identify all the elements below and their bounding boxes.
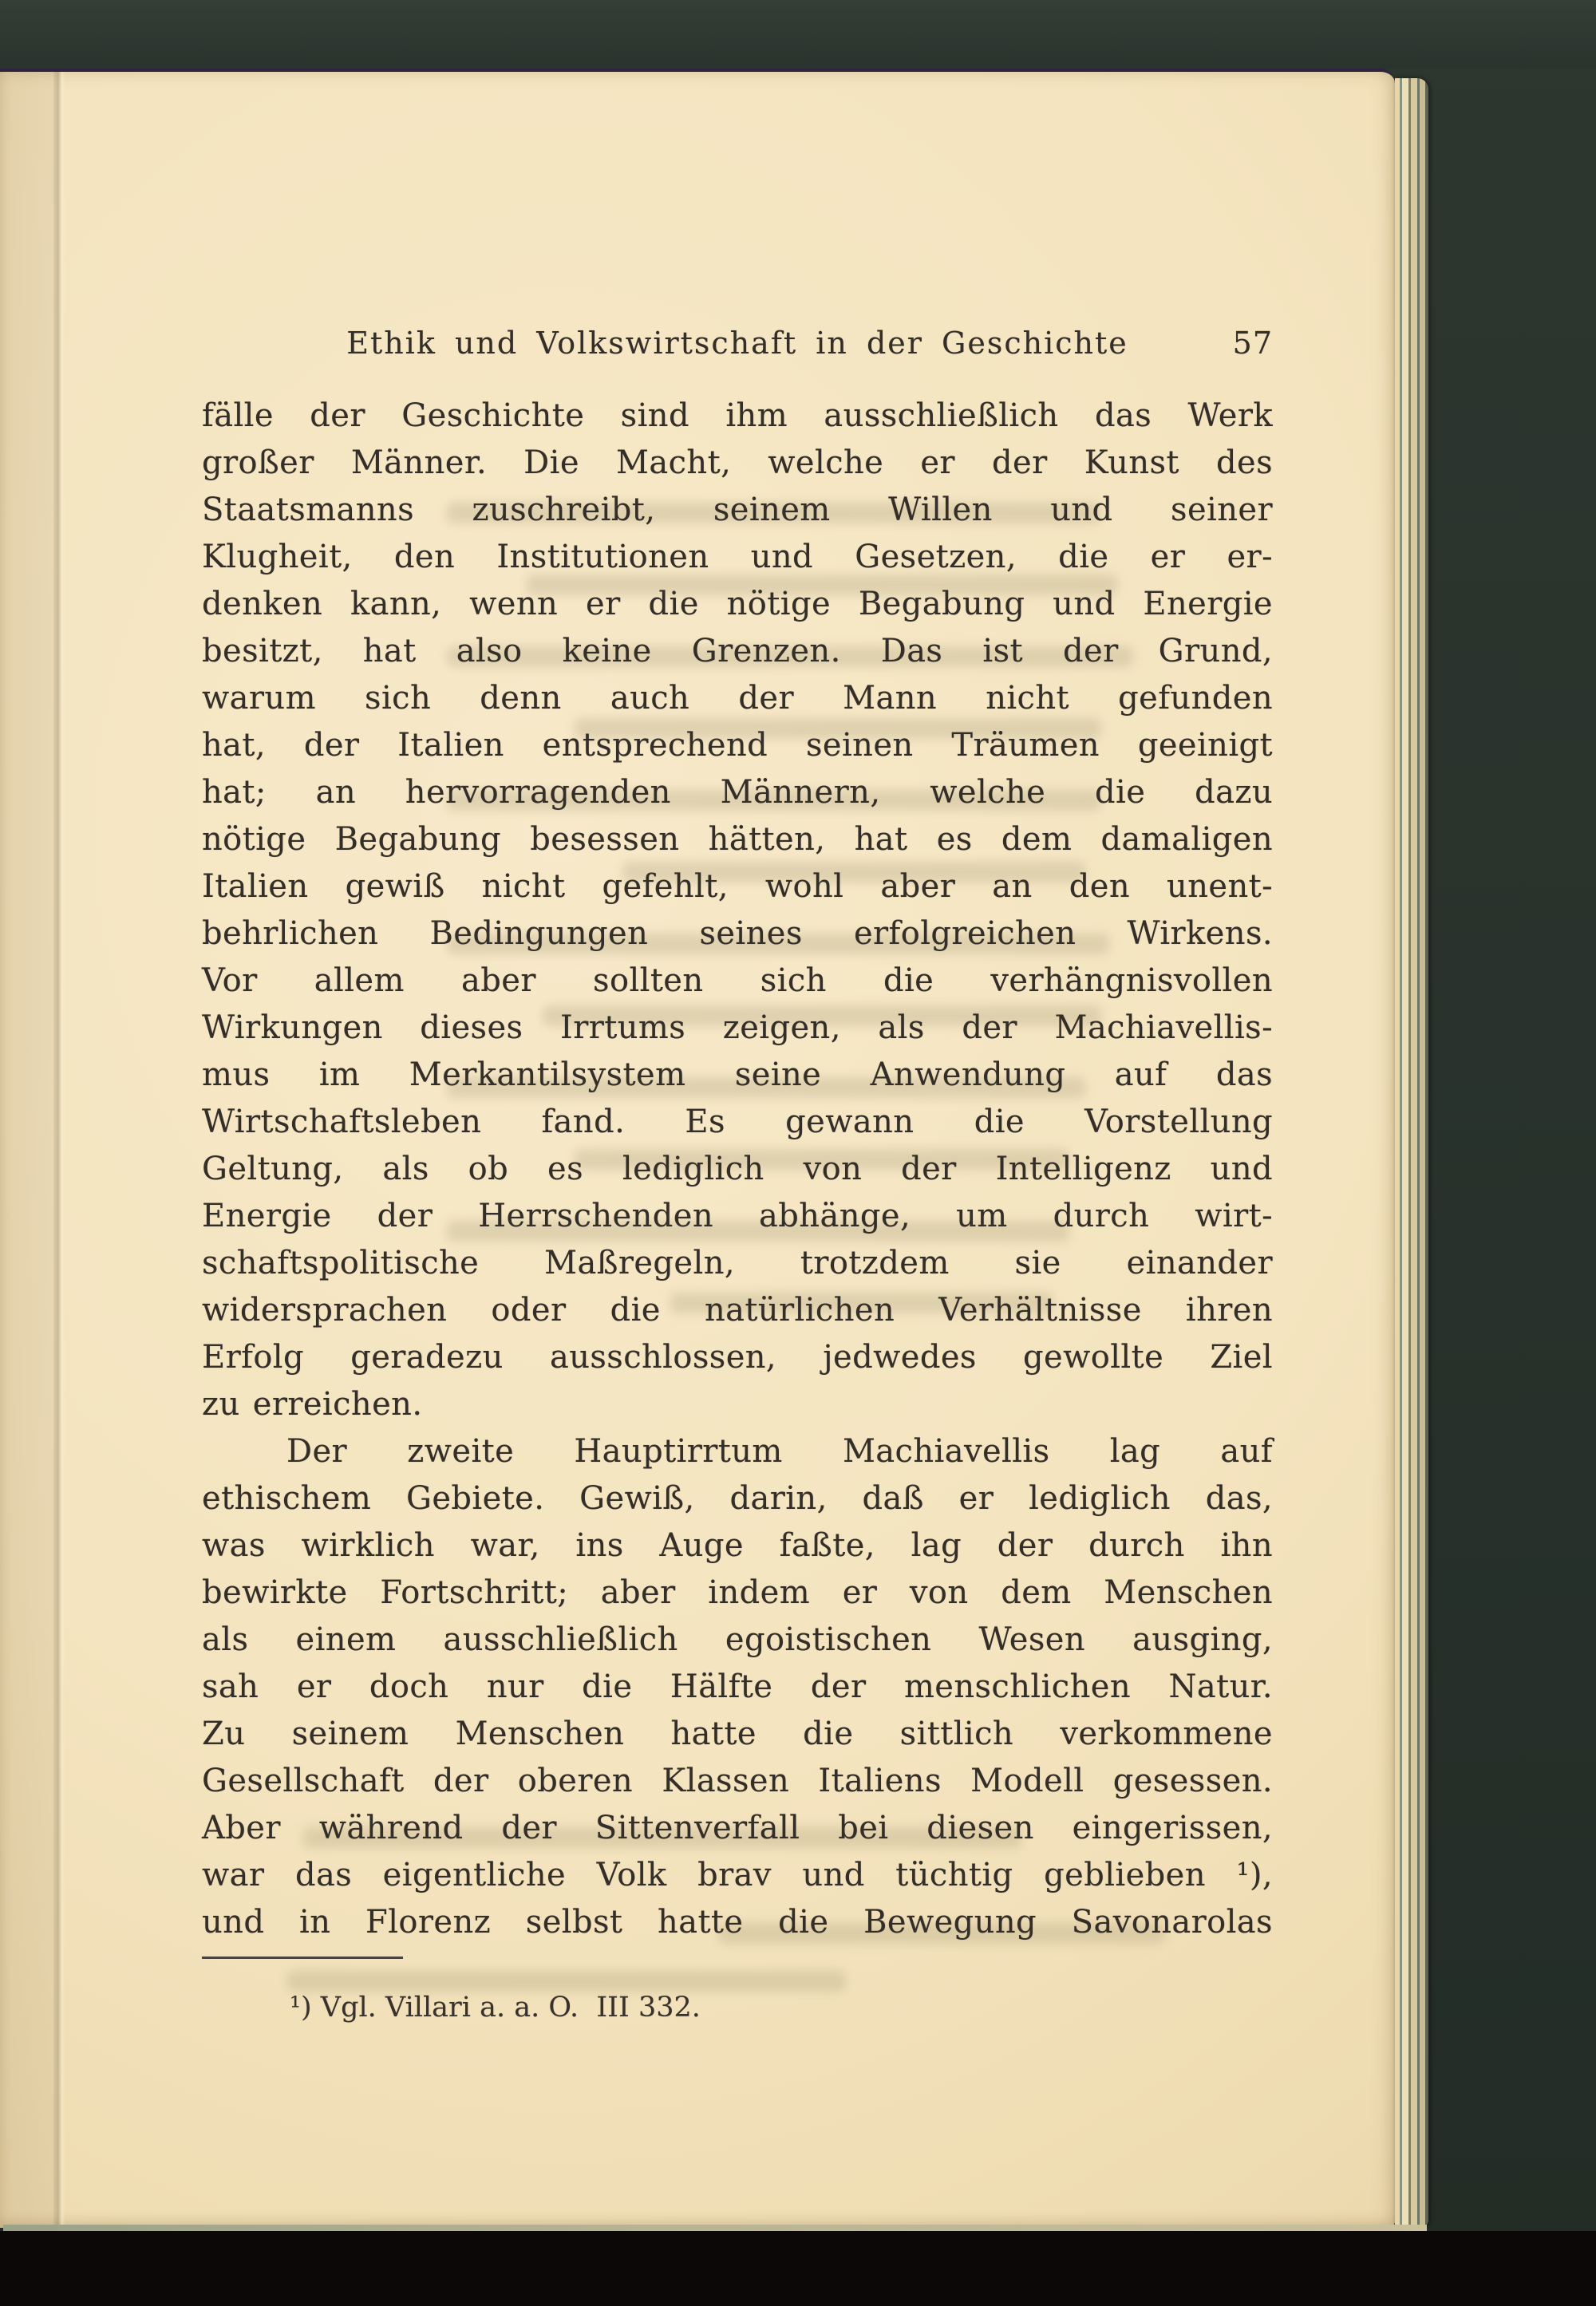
text-line: war das eigentliche Volk brav und tüchtig geblieben ¹), (202, 1857, 1273, 1893)
text-line: ethischem Gebiete. Gewiß, darin, daß er lediglich das, (202, 1480, 1273, 1517)
show-through-smudge (287, 1971, 846, 1992)
text-line: Klugheit, den Institutionen und Gesetzen, die er er- (202, 539, 1273, 575)
page-bottom-edge (3, 2225, 1427, 2231)
page-number: 57 (1232, 326, 1273, 361)
page-gutter-crease (53, 72, 65, 2228)
running-title: Ethik und Volkswirtschaft in der Geschichte (346, 326, 1128, 361)
book-page (0, 69, 1395, 2228)
text-line: Zu seinem Menschen hatte die sittlich verkommene (202, 1716, 1273, 1752)
text-line: nötige Begabung besessen hätten, hat es dem damaligen (202, 821, 1273, 858)
text-line: und in Florenz selbst hatte die Bewegung Savonarolas (202, 1904, 1273, 1941)
text-line: hat; an hervorragenden Männern, welche die dazu (202, 774, 1273, 811)
backdrop-top-band (0, 0, 1596, 69)
footnote-rule (202, 1957, 403, 1959)
text-line: hat, der Italien entsprechend seinen Träumen geeinigt (202, 727, 1273, 764)
backdrop-bottom-shadow (0, 2231, 1596, 2306)
text-line: warum sich denn auch der Mann nicht gefunden (202, 680, 1273, 717)
text-line: schaftspolitische Maßregeln, trotzdem sie einander (202, 1245, 1273, 1281)
text-line: behrlichen Bedingungen seines erfolgreichen Wirkens. (202, 915, 1273, 952)
paragraph-2 (202, 1428, 1273, 1946)
text-line: besitzt, hat also keine Grenzen. Das ist der Grund, (202, 633, 1273, 669)
footnote: ¹) Vgl. Villari a. a. O. III 332. (290, 1992, 701, 2024)
text-line: als einem ausschließlich egoistischen Wesen ausging, (202, 1621, 1273, 1658)
text-line: Italien gewiß nicht gefehlt, wohl aber an den unent- (202, 868, 1273, 905)
page-stack-edges (1395, 78, 1428, 2228)
page-gutter-shadow (0, 72, 56, 2228)
text-line: sah er doch nur die Hälfte der menschlichen Natur. (202, 1668, 1273, 1705)
text-line: bewirkte Fortschritt; aber indem er von dem Menschen (202, 1574, 1273, 1611)
text-line: widersprachen oder die natürlichen Verhältnisse ihren (202, 1292, 1273, 1329)
text-line: Energie der Herrschenden abhänge, um durch wirt- (202, 1198, 1273, 1234)
text-line: Wirkungen dieses Irrtums zeigen, als der Machiavellis- (202, 1009, 1273, 1046)
text-line: Aber während der Sittenverfall bei diesen eingerissen, (202, 1810, 1273, 1846)
text-line: denken kann, wenn er die nötige Begabung und Energie (202, 586, 1273, 622)
text-line: Erfolg geradezu ausschlossen, jedwedes gewollte Ziel (202, 1339, 1273, 1376)
paragraph-1 (202, 393, 1273, 1428)
text-line: Vor allem aber sollten sich die verhängnisvollen (202, 962, 1273, 999)
text-line: mus im Merkantilsystem seine Anwendung auf das (202, 1056, 1273, 1093)
text-line: fälle der Geschichte sind ihm ausschließlich das Werk (202, 397, 1273, 434)
text-line: Der zweite Hauptirrtum Machiavellis lag auf (286, 1433, 1273, 1470)
text-line: Staatsmanns zuschreibt, seinem Willen und seiner (202, 492, 1273, 528)
text-line: zu erreichen. (202, 1386, 423, 1423)
text-line: Gesellschaft der oberen Klassen Italiens Modell gesessen. (202, 1763, 1273, 1799)
text-line: Wirtschaftsleben fand. Es gewann die Vorstellung (202, 1104, 1273, 1140)
body-text (202, 393, 1273, 1946)
text-line: was wirklich war, ins Auge faßte, lag der durch ihn (202, 1527, 1273, 1564)
page-header (202, 326, 1273, 365)
text-line: Geltung, als ob es lediglich von der Intelligenz und (202, 1151, 1273, 1187)
text-line: großer Männer. Die Macht, welche er der Kunst des (202, 444, 1273, 481)
